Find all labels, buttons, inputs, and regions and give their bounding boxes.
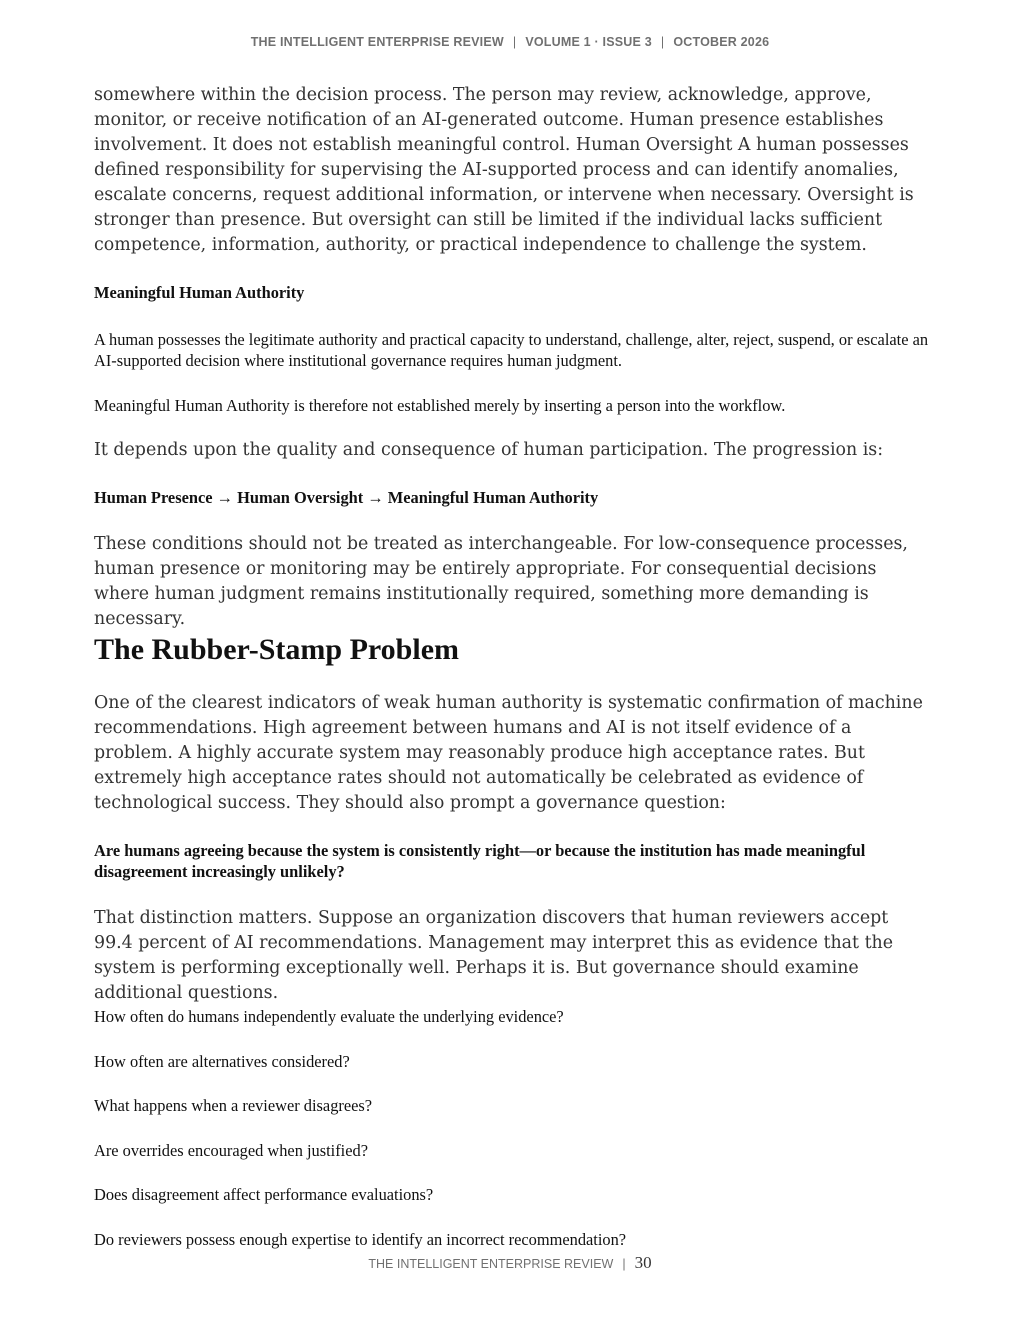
footer-publication: THE INTELLIGENT ENTERPRISE REVIEW (368, 1257, 614, 1271)
list-item: Does disagreement affect performance evaluations? (94, 1185, 434, 1205)
distinction-paragraph: That distinction matters. Suppose an organization discovers that human reviewers accept 99.4 percent of AI recommendations. Management may interpret this as evidence that the system is performing exceptionally well. Perhaps it is. But governance should examine additional questions. (94, 908, 894, 1003)
list-item: Do reviewers possess enough expertise to identify an incorrect recommendation? (94, 1229, 627, 1249)
section-title: The Rubber-Stamp Problem (94, 633, 460, 666)
header-separator: | (660, 35, 665, 49)
header-date: OCTOBER 2026 (673, 35, 770, 49)
term-heading: Meaningful Human Authority (94, 283, 305, 302)
list-item: How often do humans independently evaluate the underlying evidence? (94, 1007, 564, 1026)
list-item: What happens when a reviewer disagrees? (94, 1096, 373, 1116)
rubber-stamp-paragraph: One of the clearest indicators of weak human authority is systematic confirmation of machine recommendations. High agreement between humans and AI is not itself evidence of a problem. A highly accurate system may reasonably produce high acceptance rates. But extremely high acceptance rates should not automatically be celebrated as evidence of technological success. They should also prompt a governance question: (94, 693, 923, 813)
header-publication: THE INTELLIGENT ENTERPRISE REVIEW (250, 35, 504, 49)
continuation-paragraph: somewhere within the decision process. The person may review, acknowledge, approve, monitor, or receive notification of an AI-generated outcome. Human presence establishes involvement. It does not establish meaningful control. Human Oversight A human possesses defined responsibility for supervising the AI-supported process and can identify anomalies, escalate concerns, request additional information, or intervene when necessary. Oversight is stronger than presence. But oversight can still be limited if the individual lacks sufficient competence, information, authority, or practical independence to challenge the system. (94, 85, 914, 255)
running-header (0, 35, 1020, 49)
header-issue: VOLUME 1 · ISSUE 3 (525, 35, 652, 49)
progression-line: Human Presence → Human Oversight → Meaningful Human Authority (94, 488, 599, 507)
header-separator: | (512, 35, 517, 49)
page-number: 30 (634, 1253, 652, 1272)
running-footer (0, 1253, 1020, 1273)
list-item: Are overrides encouraged when justified? (94, 1140, 368, 1160)
footer-separator: | (622, 1257, 626, 1271)
authority-note: Meaningful Human Authority is therefore not established merely by inserting a person into the workflow. (94, 396, 786, 415)
term-definition: A human possesses the legitimate authority and practical capacity to understand, challenge, alter, reject, suspend, or escalate an AI-supported decision where institutional governance requires human judgment. (94, 330, 929, 370)
conditions-paragraph: These conditions should not be treated as interchangeable. For low-consequence processes, human presence or monitoring may be entirely appropriate. For consequential decisions where human judgment remains institutionally required, something more demanding is necessary. (94, 534, 908, 629)
list-item: How often are alternatives considered? (94, 1051, 350, 1071)
question-list (94, 1006, 929, 1250)
governance-question: Are humans agreeing because the system is consistently right—or because the institution has made meaningful disagreement increasingly unlikely? (94, 841, 866, 881)
depends-paragraph: It depends upon the quality and consequence of human participation. The progression is: (94, 440, 884, 460)
article-body (94, 83, 929, 1274)
